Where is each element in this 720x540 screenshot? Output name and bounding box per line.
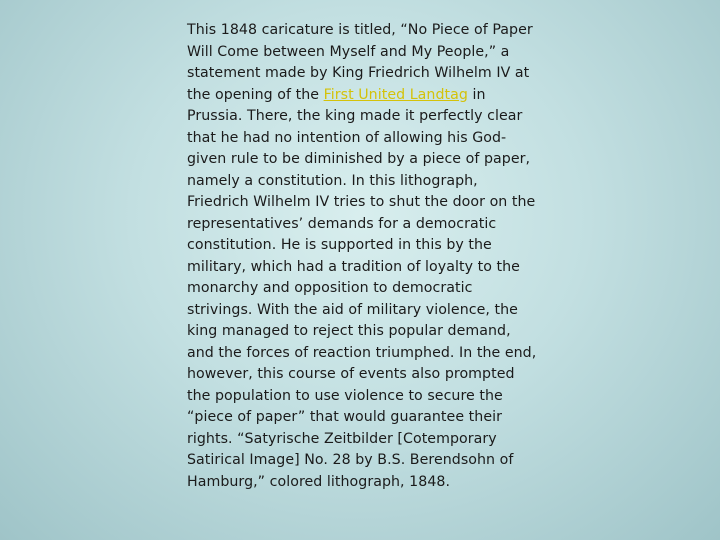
caption-text-after-link: in Prussia. There, the king made it perfectly clear that he had no intention of allowing his God-given rule to be diminished by a piece of paper, namely a constitution. In this lithograph, Friedrich Wilhelm IV tries to shut the door on the representatives’ demands for a democratic constitution. He is supported in this by the military, which had a tradition of loyalty to the monarchy and opposition to democratic strivings. With the aid of military violence, the king managed to reject this popular demand, and the forces of reaction triumphed. In the end, however, this course of events also prompted the population to use violence to secure the “piece of paper” that would guarantee their rights. “Satyrische Zeitbilder [Cotemporary Satirical Image] No. 28 by B.S. Berendsohn of Hamburg,” colored lithograph, 1848. (187, 86, 537, 490)
caption-text-before-link: This 1848 caricature is titled, “No Piece of Paper Will Come between Myself and My People,” a statement made by King Friedrich Wilhelm IV at the opening of the (187, 22, 533, 103)
caption-text (187, 20, 539, 493)
first-united-landtag-link[interactable]: First United Landtag (323, 86, 468, 103)
